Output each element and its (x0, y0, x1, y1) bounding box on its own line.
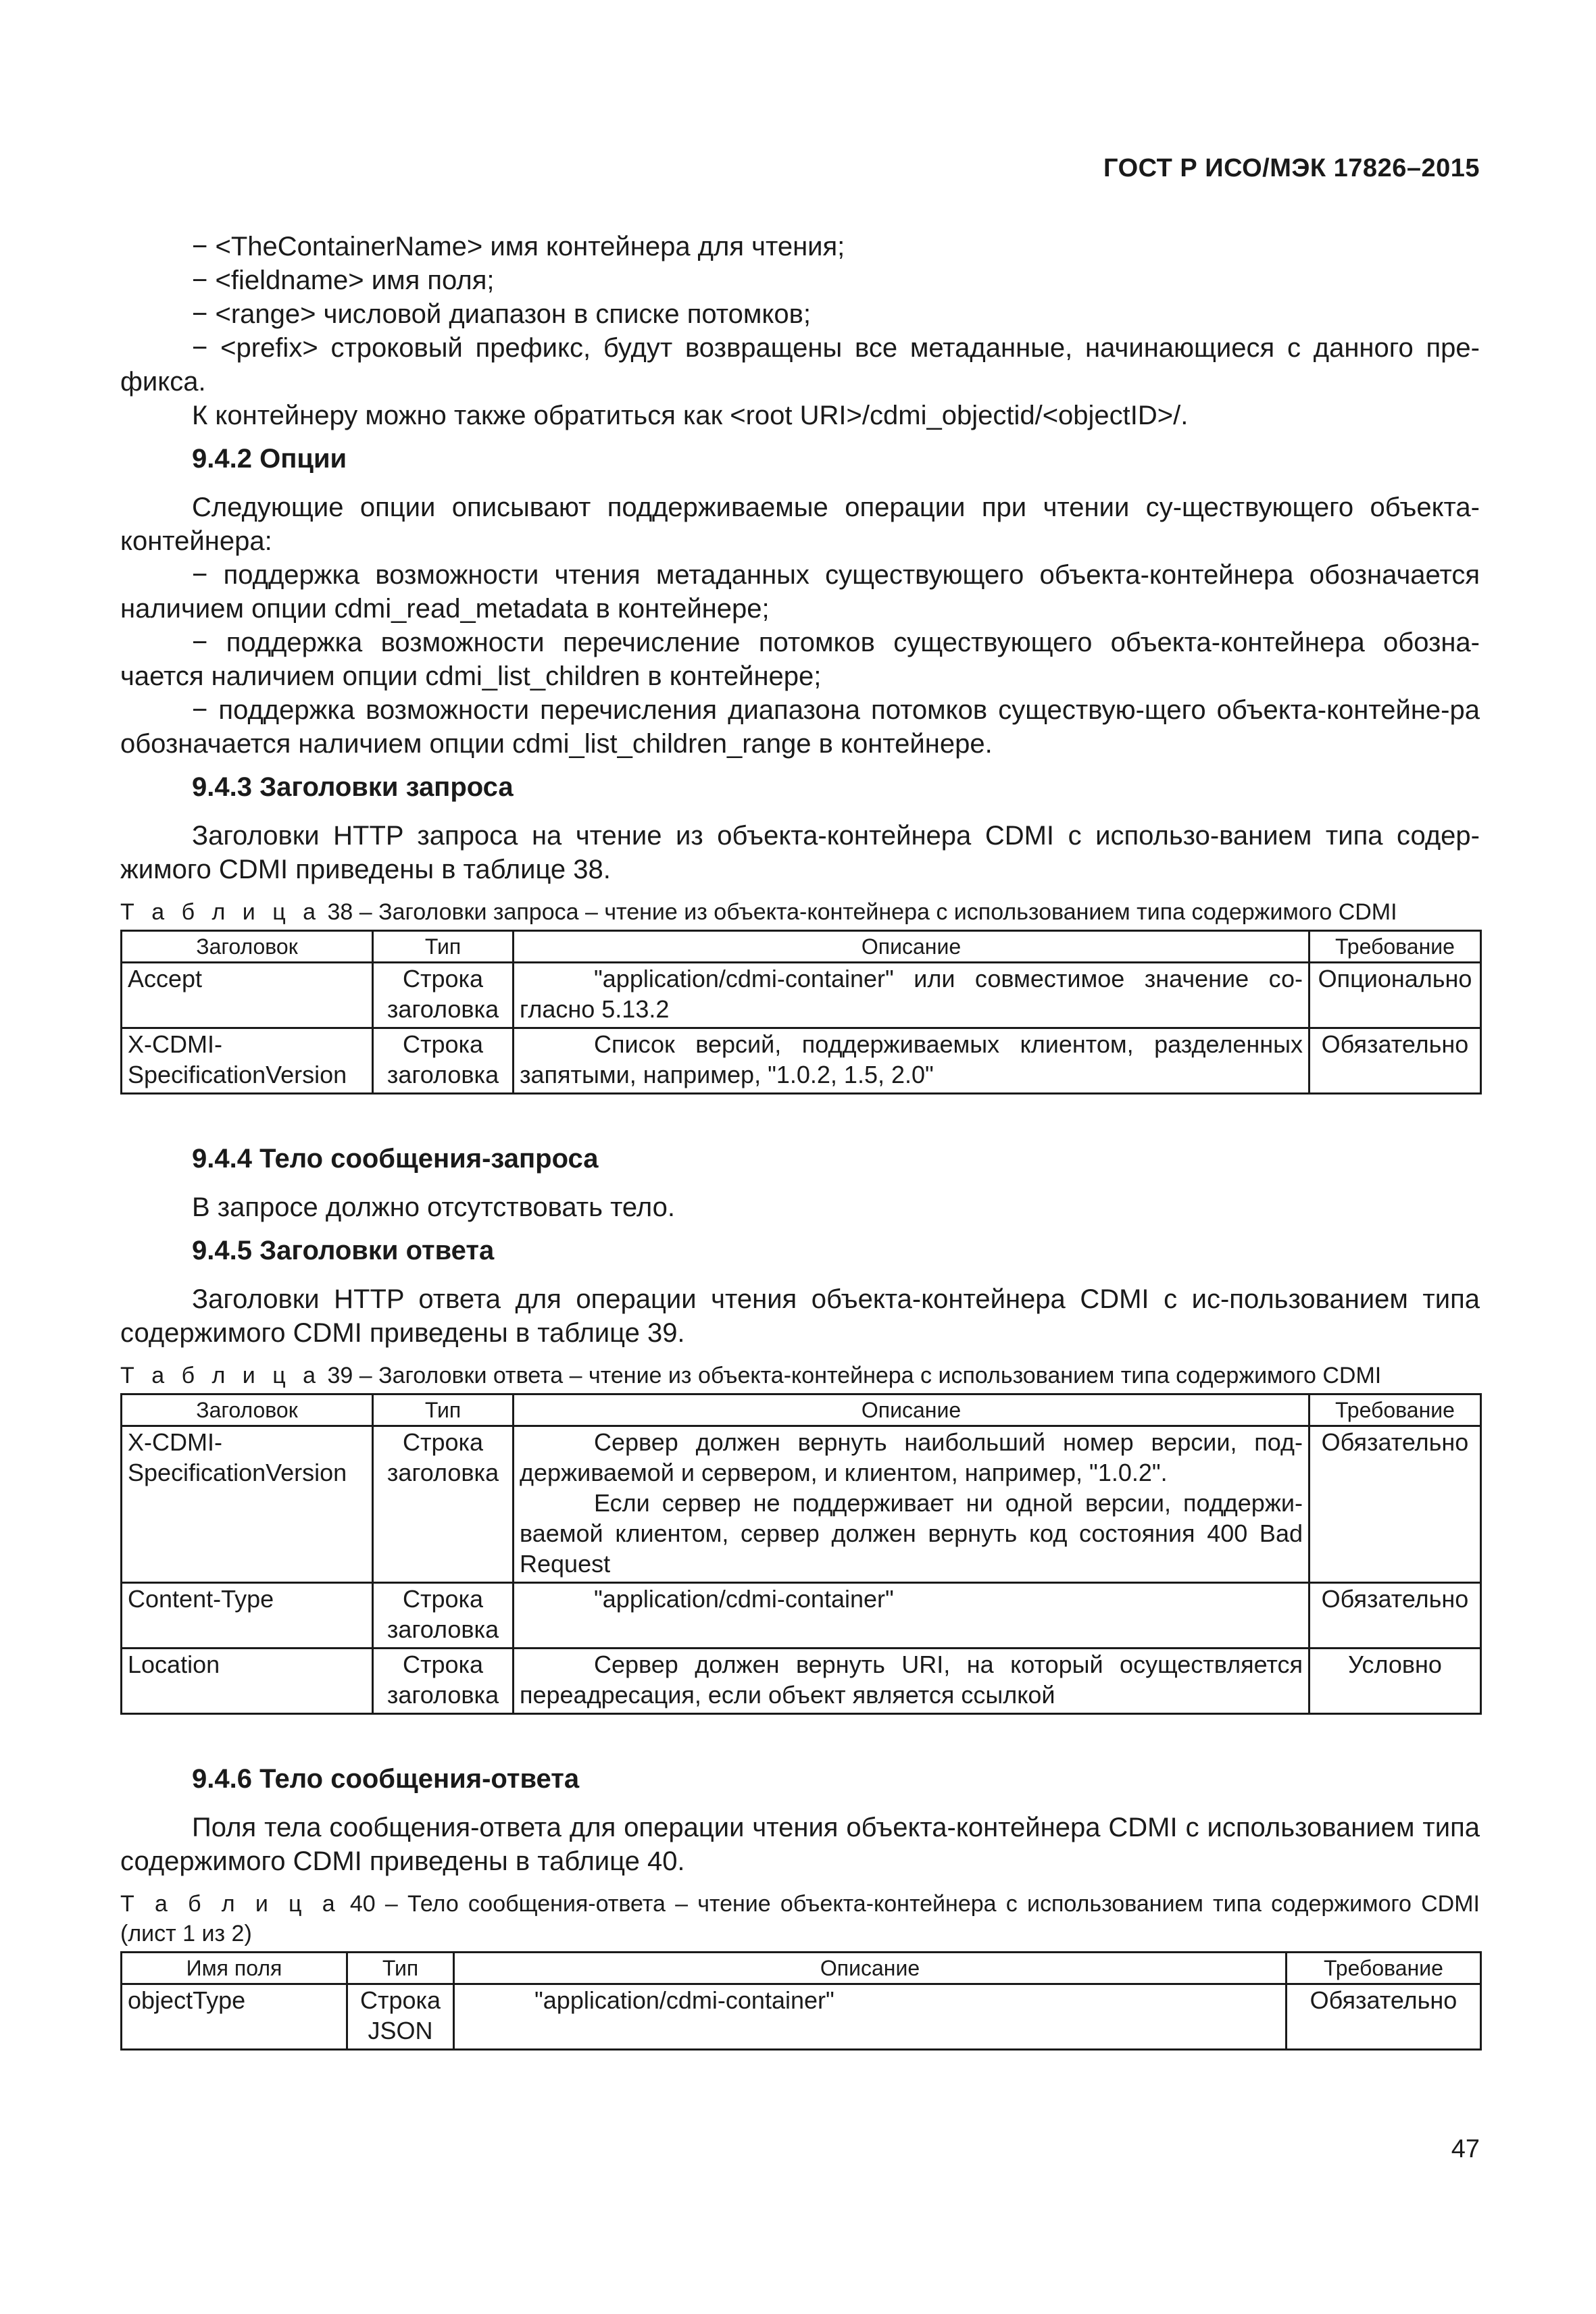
table-cell-type: Строка JSON (347, 1984, 454, 2050)
column-header: Заголовок (122, 1394, 373, 1426)
column-header: Требование (1287, 1953, 1481, 1984)
column-header: Тип (347, 1953, 454, 1984)
table-39 (120, 1393, 1482, 1715)
page-number: 47 (1451, 2135, 1480, 2163)
table-row (122, 1028, 1481, 1094)
table-38-caption: Т а б л и ц а 38 – Заголовки запроса – чтение из объекта-контейнера с использованием типа содержимого CDMI (120, 899, 1397, 925)
table-header-row (122, 931, 1481, 963)
paragraph: К контейнеру можно также обратиться как <root URI>/cdmi_objectid/<objectID>/. (192, 401, 1189, 430)
table-cell-description: "application/cdmi-container" (514, 1583, 1310, 1649)
table-cell-type: Строка заголовка (373, 963, 514, 1028)
table-cell-name: objectType (122, 1984, 347, 2050)
table-cell-name: X-CDMI-SpecificationVersion (122, 1028, 373, 1094)
table-cell-name: Location (122, 1649, 373, 1714)
table-cell-description: Сервер должен вернуть наибольший номер версии, под-держиваемой и сервером, и клиентом, например, "1.0.2". Если сервер не поддерживает ни одной версии, поддержи-ваемой клиентом, сервер должен вернуть код состояния 400 Bad Request (514, 1426, 1310, 1583)
list-item: − <prefix> строковый префикс, будут возвращены все метаданные, начинающиеся с данного пре-фикса. (120, 333, 1480, 397)
table-row (122, 1426, 1481, 1583)
list-item: − поддержка возможности перечисления диапазона потомков существую-щего объекта-контейне-ра обозначается наличием опции cdmi_list_children_range в контейнере. (120, 695, 1480, 759)
list-item: − поддержка возможности чтения метаданных существующего объекта-контейнера обозначается наличием опции cdmi_read_metadata в контейнере; (120, 560, 1480, 624)
paragraph: Заголовки HTTP ответа для операции чтения объекта-контейнера CDMI с ис-пользованием типа содержимого CDMI приведены в таблице 39. (120, 1284, 1480, 1348)
table-cell-requirement: Обязательно (1310, 1583, 1481, 1649)
table-cell-type: Строка заголовка (373, 1649, 514, 1714)
page-body (120, 230, 1480, 2051)
column-header: Описание (454, 1953, 1287, 1984)
document-page (120, 0, 1480, 2314)
table-header-row (122, 1394, 1481, 1426)
table-cell-requirement: Обязательно (1287, 1984, 1481, 2050)
table-39-caption: Т а б л и ц а 39 – Заголовки ответа – чтение из объекта-контейнера с использованием типа содержимого CDMI (120, 1363, 1382, 1388)
table-cell-name: Content-Type (122, 1583, 373, 1649)
table-cell-requirement: Обязательно (1310, 1028, 1481, 1094)
list-item: − поддержка возможности перечисление потомков существующего объекта-контейнера обозна-чается наличием опции cdmi_list_children в контейнере; (120, 628, 1480, 691)
column-header: Требование (1310, 931, 1481, 963)
table-40 (120, 1951, 1482, 2051)
table-cell-description: Список версий, поддерживаемых клиентом, разделенных запятыми, например, "1.0.2, 1.5, 2.0" (514, 1028, 1310, 1094)
table-cell-type: Строка заголовка (373, 1028, 514, 1094)
paragraph: Заголовки HTTP запроса на чтение из объекта-контейнера CDMI с использо-ванием типа содер-жимого CDMI приведены в таблице 38. (120, 821, 1480, 884)
list-item: − <range> числовой диапазон в списке потомков; (192, 299, 811, 329)
table-header-row (122, 1953, 1481, 1984)
table-cell-description: "application/cdmi-container" (454, 1984, 1287, 2050)
paragraph: В запросе должно отсутствовать тело. (192, 1192, 675, 1222)
column-header: Тип (373, 1394, 514, 1426)
table-cell-type: Строка заголовка (373, 1426, 514, 1583)
paragraph: Следующие опции описывают поддерживаемые операции при чтении су-ществующего объекта-контейнера: (120, 493, 1480, 556)
table-row (122, 1649, 1481, 1714)
section-heading-9-4-5: 9.4.5 Заголовки ответа (192, 1236, 495, 1265)
table-row (122, 1984, 1481, 2050)
table-40-caption: Т а б л и ц а 40 – Тело сообщения-ответа – чтение объекта-контейнера с использованием типа содержимого CDMI (лист 1 из 2) (120, 1891, 1480, 1946)
list-item: − <TheContainerName> имя контейнера для чтения; (192, 232, 845, 261)
column-header: Заголовок (122, 931, 373, 963)
table-cell-type: Строка заголовка (373, 1583, 514, 1649)
section-heading-9-4-6: 9.4.6 Тело сообщения-ответа (192, 1764, 580, 1794)
table-cell-requirement: Опционально (1310, 963, 1481, 1028)
column-header: Имя поля (122, 1953, 347, 1984)
table-cell-requirement: Обязательно (1310, 1426, 1481, 1583)
column-header: Описание (514, 1394, 1310, 1426)
table-cell-requirement: Условно (1310, 1649, 1481, 1714)
section-heading-9-4-3: 9.4.3 Заголовки запроса (192, 772, 514, 802)
column-header: Тип (373, 931, 514, 963)
table-cell-name: Accept (122, 963, 373, 1028)
section-heading-9-4-2: 9.4.2 Опции (192, 444, 347, 474)
table-cell-description: "application/cdmi-container" или совместимое значение со-гласно 5.13.2 (514, 963, 1310, 1028)
table-row (122, 963, 1481, 1028)
table-cell-name: X-CDMI-SpecificationVersion (122, 1426, 373, 1583)
table-cell-description: Сервер должен вернуть URI, на который осуществляется переадресация, если объект является ссылкой (514, 1649, 1310, 1714)
column-header: Описание (514, 931, 1310, 963)
column-header: Требование (1310, 1394, 1481, 1426)
table-row (122, 1583, 1481, 1649)
paragraph: Поля тела сообщения-ответа для операции чтения объекта-контейнера CDMI с использованием типа содержимого CDMI приведены в таблице 40. (120, 1813, 1480, 1876)
section-heading-9-4-4: 9.4.4 Тело сообщения-запроса (192, 1144, 599, 1174)
list-item: − <fieldname> имя поля; (192, 266, 495, 295)
document-code: ГОСТ Р ИСО/МЭК 17826–2015 (1103, 154, 1480, 182)
table-38 (120, 930, 1482, 1095)
